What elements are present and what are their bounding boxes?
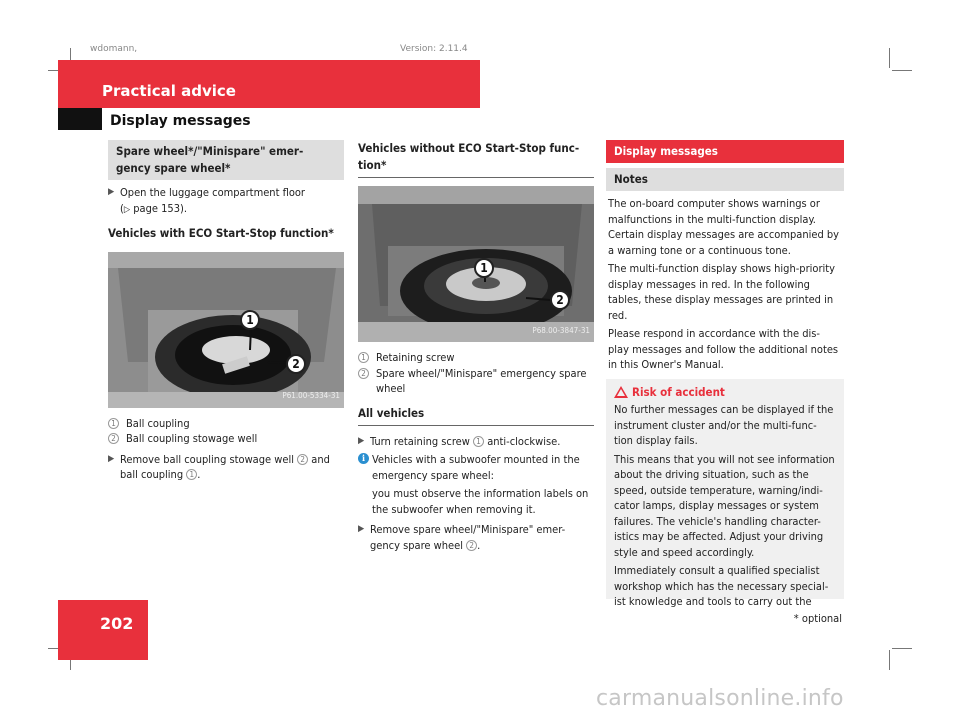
- info-subwoofer: i Vehicles with a subwoofer mounted in the emergency spare wheel: you must observe the information labels on the subwoofer when removing it.: [358, 452, 594, 517]
- inline-badge: 2: [466, 540, 477, 551]
- no-eco-heading: Vehicles without ECO Start-Stop func- tion*: [358, 140, 594, 178]
- step-arrow-icon: ▶: [358, 524, 365, 534]
- photo-no-eco-spare-wheel: [358, 186, 594, 342]
- section-title: Practical advice: [102, 82, 236, 100]
- callout-1: 1: [474, 258, 494, 278]
- notes-paragraph-1: The on-board computer shows warnings or malfunctions in the multi-function display. Certain display messages are accompanied by a warning tone or a continuous tone.: [608, 197, 840, 257]
- notes-paragraph-3: Please respond in accordance with the dis- play messages and follow the additional notes in this Owner's Manual.: [608, 327, 839, 371]
- page-number-box: [58, 600, 148, 660]
- list-item: 2 Ball coupling stowage well: [108, 431, 344, 447]
- spare-wheel-heading: Spare wheel*/"Minispare" emer- gency spare wheel*: [108, 140, 344, 180]
- step-remove-spare-wheel: ▶ Remove spare wheel/"Minispare" emer- gency spare wheel 2 .: [358, 523, 566, 552]
- subsection-title: Display messages: [110, 113, 251, 129]
- footnote-optional: * optional: [793, 612, 842, 625]
- inline-badge: 2: [297, 454, 308, 465]
- column-3: [606, 140, 844, 608]
- callout-1: 1: [240, 310, 260, 330]
- item-number-badge: 1: [358, 352, 369, 363]
- item-number-badge: 2: [108, 433, 119, 444]
- header-tab-block: [58, 108, 102, 130]
- page-ref-arrow-icon: ▷: [123, 204, 131, 215]
- eco-heading: Vehicles with ECO Start-Stop function*: [108, 226, 334, 240]
- column-1: [108, 140, 344, 483]
- watermark: carmanualsonline.info: [596, 686, 844, 711]
- step-arrow-icon: ▶: [358, 435, 365, 446]
- warning-triangle-icon: [614, 386, 628, 398]
- crop-mark: [892, 648, 912, 649]
- crop-mark: [892, 70, 912, 71]
- callout-2: 2: [286, 354, 306, 374]
- inline-badge: 1: [473, 436, 484, 447]
- step-turn-screw: ▶ Turn retaining screw 1 anti-clockwise.: [358, 434, 561, 448]
- section-header: [58, 60, 480, 108]
- info-icon: i: [358, 453, 369, 464]
- notes-heading: Notes: [606, 168, 844, 191]
- callout-2: 2: [550, 290, 570, 310]
- photo-reference: P61.00-5334-31: [282, 391, 340, 400]
- list-item: 1 Retaining screw: [358, 350, 594, 366]
- meta-version: Version: 2.11.4: [400, 44, 468, 54]
- column-2: [358, 140, 594, 553]
- page-ref-link[interactable]: page 153).: [133, 201, 188, 215]
- step-arrow-icon: ▶: [108, 187, 115, 197]
- crop-mark: [889, 650, 890, 670]
- risk-warning-box: [606, 379, 844, 608]
- warning-paragraph-3: Immediately consult a qualified specialist workshop which has the necessary special- ist knowledge and tools to carry out the: [614, 564, 829, 608]
- page-number: 202: [100, 614, 134, 633]
- item-number-badge: 1: [108, 418, 119, 429]
- photo-reference: P68.00-3847-31: [532, 325, 590, 335]
- meta-left: wdomann,: [90, 44, 138, 54]
- list-item: 2 Spare wheel/"Minispare" emergency spare wheel: [358, 366, 594, 397]
- warning-paragraph-1: No further messages can be displayed if the instrument cluster and/or the multi-func- tion display fails.: [614, 403, 834, 447]
- item-number-badge: 2: [358, 368, 369, 379]
- inline-badge: 1: [186, 469, 197, 480]
- step-open-floor: ▶ Open the luggage compartment floor (▷ page 153).: [108, 186, 305, 215]
- display-messages-heading: Display messages: [606, 140, 844, 163]
- notes-paragraph-2: The multi-function display shows high-priority display messages in red. In the following tables, these display messages are printed in red.: [608, 262, 835, 322]
- crop-mark: [889, 48, 890, 68]
- step-arrow-icon: ▶: [108, 453, 115, 464]
- spare-well-illustration: [108, 252, 344, 408]
- step-remove-coupling: ▶ Remove ball coupling stowage well 2 and ball coupling 1 .: [108, 452, 330, 481]
- warning-title: Risk of accident: [614, 385, 838, 401]
- list-item: 1 Ball coupling: [108, 416, 344, 432]
- warning-paragraph-2: This means that you will not see information about the driving situation, such as the speed, outside temperature, warning/indi- cator lamps, display messages or system failures. The vehicle's handling character- istics may be affected. Adjust your driving style and speed accordingly.: [614, 452, 835, 559]
- photo-eco-spare-well: [108, 252, 344, 408]
- all-vehicles-heading: All vehicles: [358, 405, 594, 426]
